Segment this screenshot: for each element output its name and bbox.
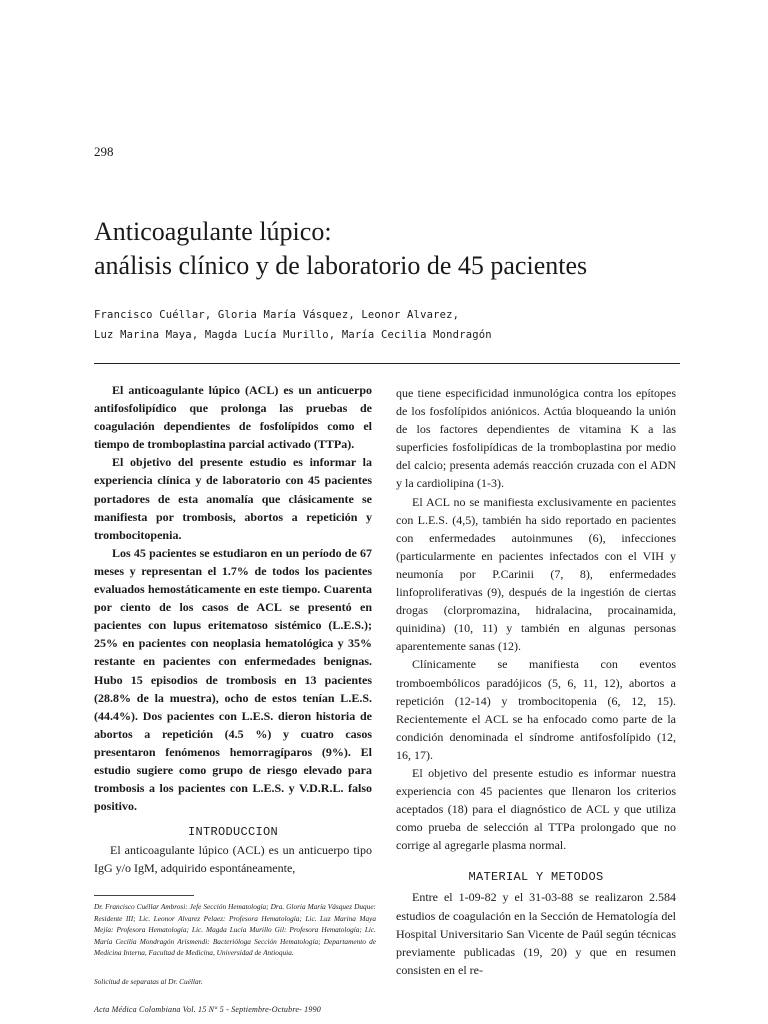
abstract-paragraph: El objetivo del presente estudio es informar la experiencia clínica y de laboratorio con 45 pacientes portadores de esta anomalía que clásicamente se manifiesta por trombosis, abortos a repetición y trombocitopenia.	[94, 455, 372, 542]
body-paragraph: Clínicamente se manifiesta con eventos tromboembólicos paradójicos (5, 6, 11, 12), abortos a repetición (12-14) y trombocitopenia (6, 12, 15). Recientemente el ACL se ha enfocado como parte de la condición denominada el síndrome antifosfolípido (12, 16, 17).	[396, 657, 676, 762]
body-paragraph: El objetivo del presente estudio es informar nuestra experiencia con 45 pacientes que llenaron los criterios aceptados (18) para el diagnóstico de ACL y que utiliza como prueba de selección al TTPa prolongado que no corrige al agregarle plasma normal.	[396, 765, 676, 853]
body-paragraph: que tiene especificidad inmunológica contra los epítopes de los fosfolípidos aniónicos. Actúa bloqueando la unión de los factores dependientes de vitamina K a las superficies fosfolipídicas de la tromboplastina por medio del calcio; presenta además reacción cruzada con el ADN y la cardiolipina (1-3).	[396, 386, 676, 491]
section-heading-introduction: INTRODUCCION	[187, 825, 278, 840]
section-heading-methods: MATERIAL Y METODOS	[468, 870, 604, 885]
reprint-request: Solicitud de separatas al Dr. Cuéllar.	[94, 977, 203, 986]
author-affiliations-footnote: Dr. Francisco Cuéllar Ambrosi: Jefe Sección Hematología; Dra. Gloria María Vásquez Duque: Residente III; Lic. Leonor Alvarez Pelaez: Profesora Hematología; Lic. Luz Marina Maya Mejía: Profesora Hematología; Lic. Magda Lucía Murillo Gil: Profesora Hematología; Lic. María Cecilia Mondragón Arismendi: Bacterióloga Sección Hematología; Departamento de Medicina Interna, Facultad de Medicina, Universidad de Antioquia.	[94, 902, 376, 958]
body-paragraph: Entre el 1-09-82 y el 31-03-88 se realizaron 2.584 estudios de coagulación en la Sección de Hematología del Hospital Universitario San Vicente de Paúl según técnicas previamente publicadas (19, 20) y que en resumen consisten en el re-	[396, 890, 676, 977]
page-number: 298	[94, 144, 114, 159]
body-paragraph: El ACL no se manifiesta exclusivamente en pacientes con L.E.S. (4,5), también ha sido reportado en pacientes con enfermedades autoinmunes (6), infecciones (particularmente en pacientes infectados con el VIH y neumonía por P.Carinii (7, 8), enfermedades linfoproliferativas (9), después de la ingestión de ciertas drogas (clorpromazina, hidralacina, procainamida, quinidina) (10, 11) y también en algunas personas aparentemente sanas (12).	[396, 494, 676, 654]
right-column	[396, 384, 676, 979]
abstract	[94, 381, 372, 815]
author-list	[94, 305, 654, 345]
footnote-divider	[94, 895, 194, 896]
authors-line-2: Luz Marina Maya, Magda Lucía Murillo, María Cecilia Mondragón	[94, 329, 492, 341]
abstract-paragraph: Los 45 pacientes se estudiaron en un período de 67 meses y representan el 1.7% de todos los pacientes evaluados hemostáticamente en este tiempo. Cuarenta por ciento de los casos de ACL se presentó en pacientes con lupus eritematoso sistémico (L.E.S.); 25% en pacientes con neoplasia hematológica y 35% restante en pacientes con enfermedades benignas. Hubo 15 episodios de trombosis en 13 pacientes (28.8% de la muestra), ocho de estos tenían L.E.S. (44.4%). Dos pacientes con L.E.S. dieron historia de abortos a repetición (4.5 %) y cuatro casos presentaron fenómenos hemorragíparos (9%). El estudio sugiere como grupo de riesgo elevado para trombosis a los pacientes con L.E.S. y V.D.R.L. falso positivo.	[94, 545, 372, 814]
intro-paragraph: El anticoagulante lúpico (ACL) es un anticuerpo tipo IgG y/o IgM, adquirido espontáneamente,	[94, 843, 372, 876]
article-title	[94, 215, 694, 283]
title-line-2: análisis clínico y de laboratorio de 45 pacientes	[94, 251, 588, 280]
title-line-1: Anticoagulante lúpico:	[94, 217, 332, 246]
journal-citation-footer: Acta Médica Colombiana Vol. 15 N° 5 - Septiembre-Octubre- 1990	[94, 1005, 321, 1014]
header-divider	[94, 363, 680, 364]
authors-line-1: Francisco Cuéllar, Gloria María Vásquez, Leonor Alvarez,	[94, 309, 460, 321]
left-column	[94, 381, 372, 877]
abstract-paragraph: El anticoagulante lúpico (ACL) es un anticuerpo antifosfolipídico que prolonga las pruebas de coagulación dependientes de fosfolípidos como el tiempo de tromboplastina parcial activado (TTPa).	[94, 383, 372, 452]
